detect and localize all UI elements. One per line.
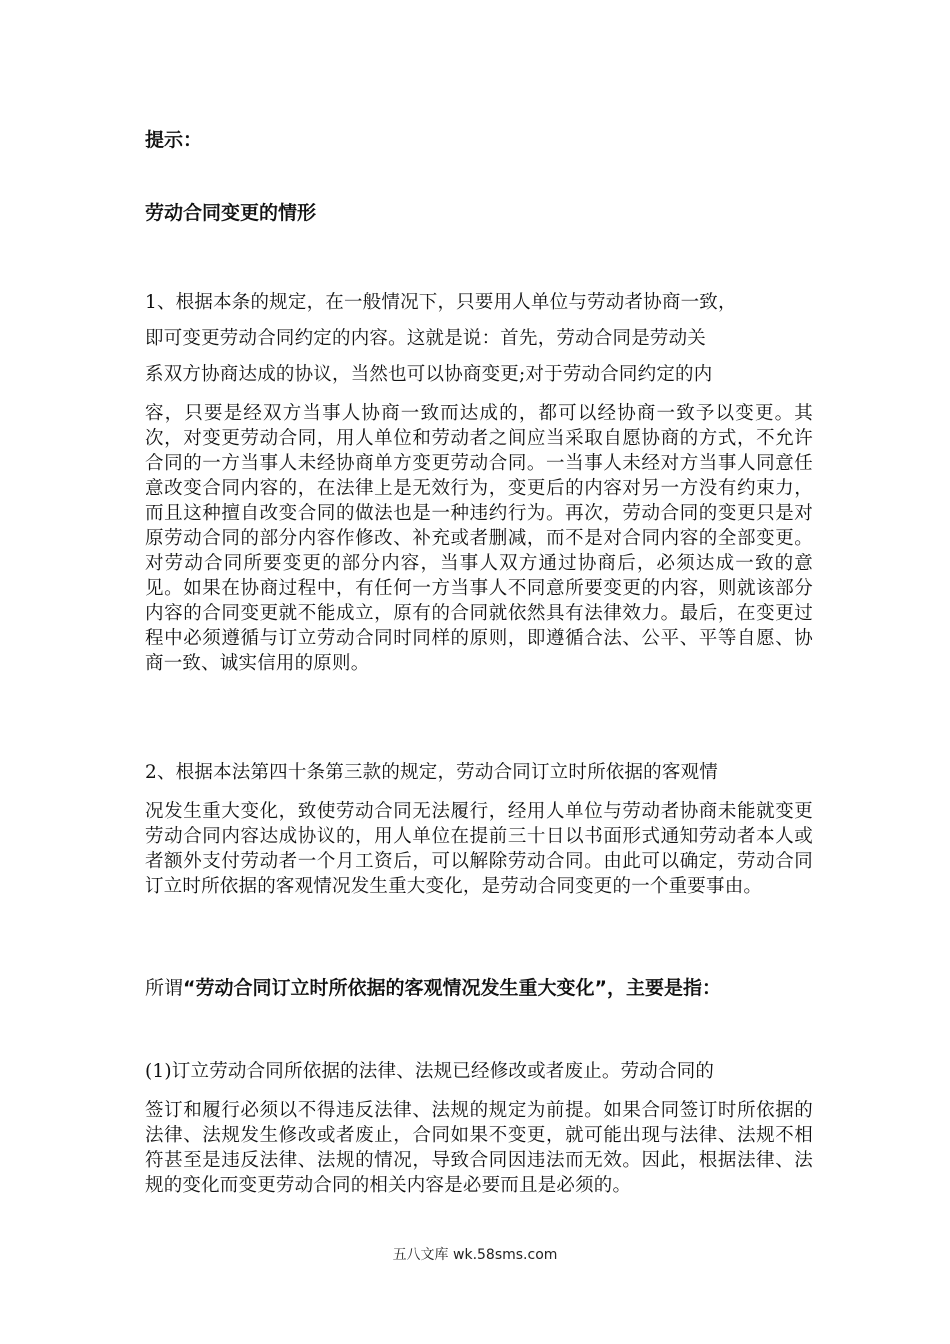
emphasis-prefix: 所谓 [145, 977, 184, 999]
para2-body: 况发生重大变化，致使劳动合同无法履行，经用人单位与劳动者协商未能就变更劳动合同内容达成协议的，用人单位在提前三十日以书面形式通知劳动者本人或者额外支付劳动者一个月工资后，可以解除劳动合同。由此可以确定，劳动合同订立时所依据的客观情况发生重大变化，是劳动合同变更的一个重要事由。 [145, 801, 813, 897]
para1-body: 容，只要是经双方当事人协商一致而达成的，都可以经协商一致予以变更。其次，对变更劳动合同，用人单位和劳动者之间应当采取自愿协商的方式，不允许合同的一方当事人未经协商单方变更劳动合同。一当事人未经对方当事人同意任意改变合同内容的，在法律上是无效行为，变更后的内容对另一方没有约束力，而且这种擅自改变合同的做法也是一种违约行为。再次，劳动合同的变更只是对原劳动合同的部分内容作修改、补充或者删减，而不是对合同内容的全部变更。对劳动合同所要变更的部分内容，当事人双方通过协商后，必须达成一致的意见。如果在协商过程中，有任何一方当事人不同意所要变更的内容，则就该部分内容的合同变更就不能成立，原有的合同就依然具有法律效力。最后，在变更过程中必须遵循与订立劳动合同时同样的原则，即遵循合法、公平、平等自愿、协商一致、诚实信用的原则。 [145, 403, 813, 674]
para1-line2: 即可变更劳动合同约定的内容。这就是说：首先，劳动合同是劳动关 [145, 328, 707, 349]
para1-line1: 1、根据本条的规定，在一般情况下，只要用人单位与劳动者协商一致， [145, 292, 737, 313]
section-title: 劳动合同变更的情形 [145, 202, 317, 224]
emphasis-line [145, 976, 813, 1001]
footer-watermark: 五八文库 wk.58sms.com [392, 1247, 558, 1263]
para3-line1: (1)订立劳动合同所依据的法律、法规已经修改或者废止。劳动合同的 [145, 1061, 715, 1082]
para3-body: 签订和履行必须以不得违反法律、法规的规定为前提。如果合同签订时所依据的法律、法规发生修改或者废止，合同如果不变更，就可能出现与法律、法规不相符甚至是违反法律、法规的情况，导致合同因违法而无效。因此，根据法律、法规的变化而变更劳动合同的相关内容是必要而且是必须的。 [145, 1100, 813, 1196]
hint-label: 提示： [145, 129, 203, 151]
para2-line1: 2、根据本法第四十条第三款的规定，劳动合同订立时所依据的客观情 [145, 762, 718, 783]
emphasis-bold-text: “劳动合同订立时所依据的客观情况发生重大变化”，主要是指： [183, 977, 721, 999]
para1-line3: 系双方协商达成的协议，当然也可以协商变更;对于劳动合同约定的内 [145, 364, 713, 385]
